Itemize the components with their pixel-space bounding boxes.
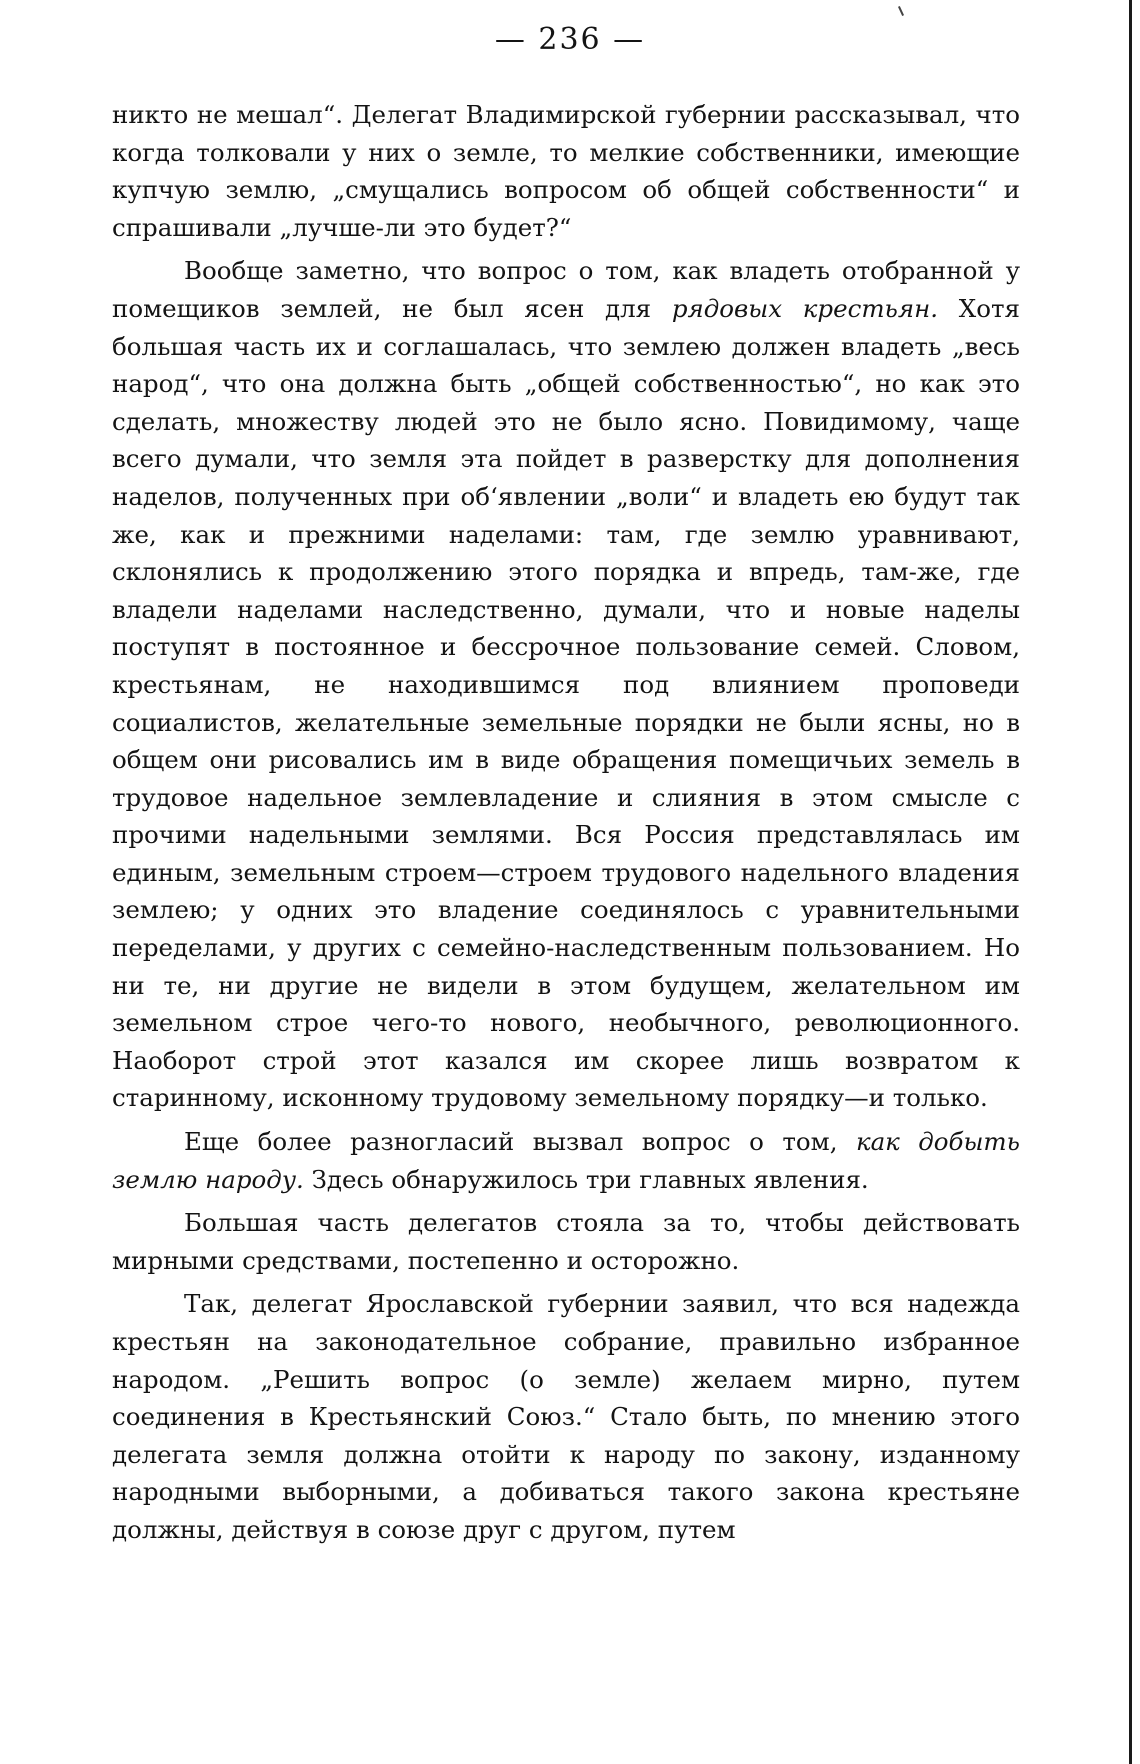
text-run: Большая часть делегатов стояла за то, чтобы действовать мирными средствами, постепенно и осторожно. [112,1208,1020,1275]
scan-mark [898,6,904,16]
page-edge-rule [1129,0,1132,1764]
text-run: Здесь обнаружилось три главных явления. [303,1164,869,1194]
text-run: Еще более разногласий вызвал вопрос о том, [184,1127,856,1157]
text-run: Так, делегат Ярославской губернии заявил, что вся надежда крестьян на законодательное собрание, правильно избранное народом. „Решить вопрос (о земле) желаем мирно, путем соединения в Крестьянский Союз.“ Стало быть, по мнению этого делегата земля должна отойти к народу по закону, изданному народными выборными, а добиваться такого закона крестьяне должны, действуя в союзе друг с другом, путем [112,1289,1020,1544]
italic-phrase: рядовых крестьян. [671,293,939,323]
paragraph [112,252,1020,1117]
paragraph [112,1285,1020,1548]
italic-phrase: как добыть землю народу. [112,1127,1020,1194]
text-run: Вообще заметно, что вопрос о том, как владеть отобранной у помещиков землей, не был ясен для [112,256,1020,323]
paragraph [112,96,1020,246]
paragraph [112,1123,1020,1198]
paragraph [112,1204,1020,1279]
page-number: — 236 — [494,22,646,57]
text-run: Хотя большая часть их и соглашалась, что землею должен владеть „весь народ“, что она должна быть „общей собственностью“, но как это сделать, множеству людей это не было ясно. Повидимому, чаще всего думали, что земля эта пойдет в разверстку для дополнения наделов, полученных при об‘явлении „воли“ и владеть ею будут так же, как и прежними наделами: там, где землю уравнивают, склонялись к продолжению этого порядка и впредь, там-же, где владели наделами наследственно, думали, что и новые наделы поступят в постоянное и бессрочное пользование семей. Словом, крестьянам, не находившимся под влиянием проповеди социалистов, желательные земельные порядки не были ясны, но в общем они рисовались им в виде обращения помещичьих земель в трудовое надельное землевладение и слияния в этом смысле с прочими надельными землями. Вся Россия представлялась им единым, земельным строем—строем трудового надельного владения землею; у одних это владение соединялось с уравнительными переделами, у других с семейно-наследственным пользованием. Но ни те, ни другие не видели в этом будущем, желательном им земельном строе чего-то нового, необычного, революционного. Наоборот строй этот казался им скорее лишь возвратом к старинному, исконному трудовому земельному порядку—и только. [112,293,1020,1113]
body-text [112,96,1020,1555]
text-run: никто не мешал“. Делегат Владимирской губернии рассказывал, что когда толковали у них о земле, то мелкие собственники, имеющие купчую землю, „смущались вопросом об общей собственности“ и спрашивали „лучше-ли это будет?“ [112,100,1020,242]
